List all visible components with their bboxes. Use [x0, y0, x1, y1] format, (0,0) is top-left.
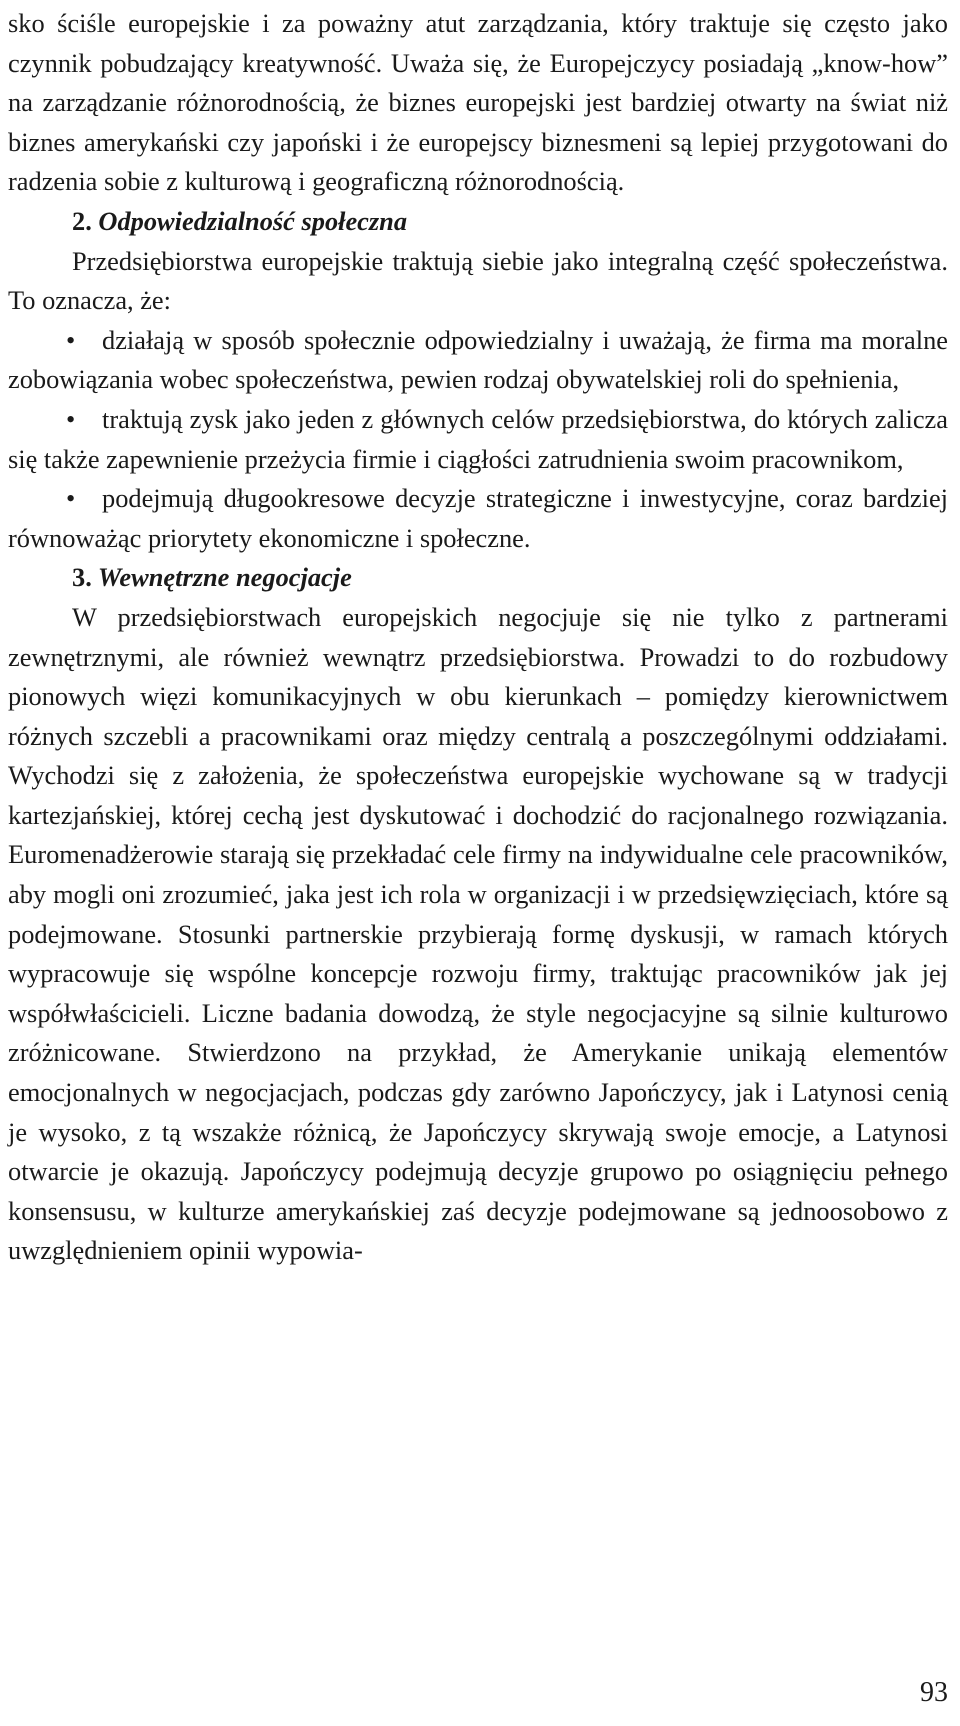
bullet-icon: •: [66, 483, 76, 514]
bullet-icon: •: [66, 324, 76, 355]
page-number: 93: [920, 1677, 948, 1708]
bullet-text: podejmują długookresowe decyzje strategiczne i inwestycyjne, coraz bardziej równoważąc priorytety ekonomiczne i społeczne.: [8, 483, 948, 553]
bullet-item: [8, 479, 948, 558]
section-3-number: 3.: [72, 562, 92, 593]
section-2-lead: Przedsiębiorstwa europejskie traktują siebie jako integralną część społeczeństwa. To oznacza, że:: [8, 245, 948, 316]
section-2-number: 2.: [72, 205, 92, 236]
intro-paragraph: sko ściśle europejskie i za poważny atut zarządzania, który traktuje się często jako czynnik pobudzający kreatywność. Uważa się, że Europejczycy posiadają „know-how” na zarządzanie różnorodnością, że biznes europejski jest bardziej otwarty na świat niż biznes amerykański czy japoński i że europejscy biznesmeni są lepiej przygotowani do radzenia sobie z kulturową i geograficzną różnorodnością.: [8, 8, 948, 197]
section-3-body: W przedsiębiorstwach europejskich negocjuje się nie tylko z partnerami zewnętrznymi, ale również wewnątrz przedsiębiorstwa. Prowadzi to do rozbudowy pionowych więzi komunikacyjnych w obu kierunkach – pomiędzy kierownictwem różnych szczebli a pracownikami oraz między centralą a poszczególnymi oddziałami. Wychodzi się z założenia, że społeczeństwa europejskie wychowane są w tradycji kartezjańskiej, której cechą jest dyskutować i dochodzić do racjonalnego rozwiązania. Euromenadżerowie starają się przekładać cele firmy na indywidualne cele pracowników, aby mogli oni zrozumieć, jaka jest ich rola w organizacji i w przedsięwzięciach, które są podejmowane. Stosunki partnerskie przybierają formę dyskusji, w ramach których wypracowuje się wspólne koncepcje rozwoju firmy, traktując pracowników jak jej współwłaścicieli. Liczne badania dowodzą, że style negocjacyjne są silnie kulturowo zróżnicowane. Stwierdzono na przykład, że Amerykanie unikają elementów emocjonalnych w negocjacjach, podczas gdy zarówno Japończycy, jak i Latynosi cenią je wysoko, z tą wszakże różnicą, że Japończycy skrywają swoje emocje, a Latynosi otwarcie je okazują. Japończycy podejmują decyzje grupowo po osiągnięciu pełnego konsensusu, w kulturze amerykańskiej zaś decyzje podejmowane są jednoosobowo z uwzględnieniem opinii wypowia-: [8, 601, 948, 1266]
bullet-item: [8, 400, 948, 479]
bullet-icon: •: [66, 403, 76, 434]
bullet-text: działają w sposób społecznie odpowiedzialny i uważają, że firma ma moralne zobowiązania wobec społeczeństwa, pewien rodzaj obywatelskiej roli do spełnienia,: [8, 324, 948, 395]
section-3-heading: [8, 558, 948, 598]
section-2-title: Odpowiedzialność społeczna: [98, 205, 408, 236]
section-3-title: Wewnętrzne negocjacje: [97, 562, 352, 593]
document-page: [8, 4, 948, 1271]
section-2-heading: [8, 202, 948, 242]
bullet-item: [8, 321, 948, 400]
bullet-text: traktują zysk jako jeden z głównych celów przedsiębiorstwa, do których zalicza się także zapewnienie przeżycia firmie i ciągłości zatrudnienia swoim pracownikom,: [8, 403, 948, 474]
